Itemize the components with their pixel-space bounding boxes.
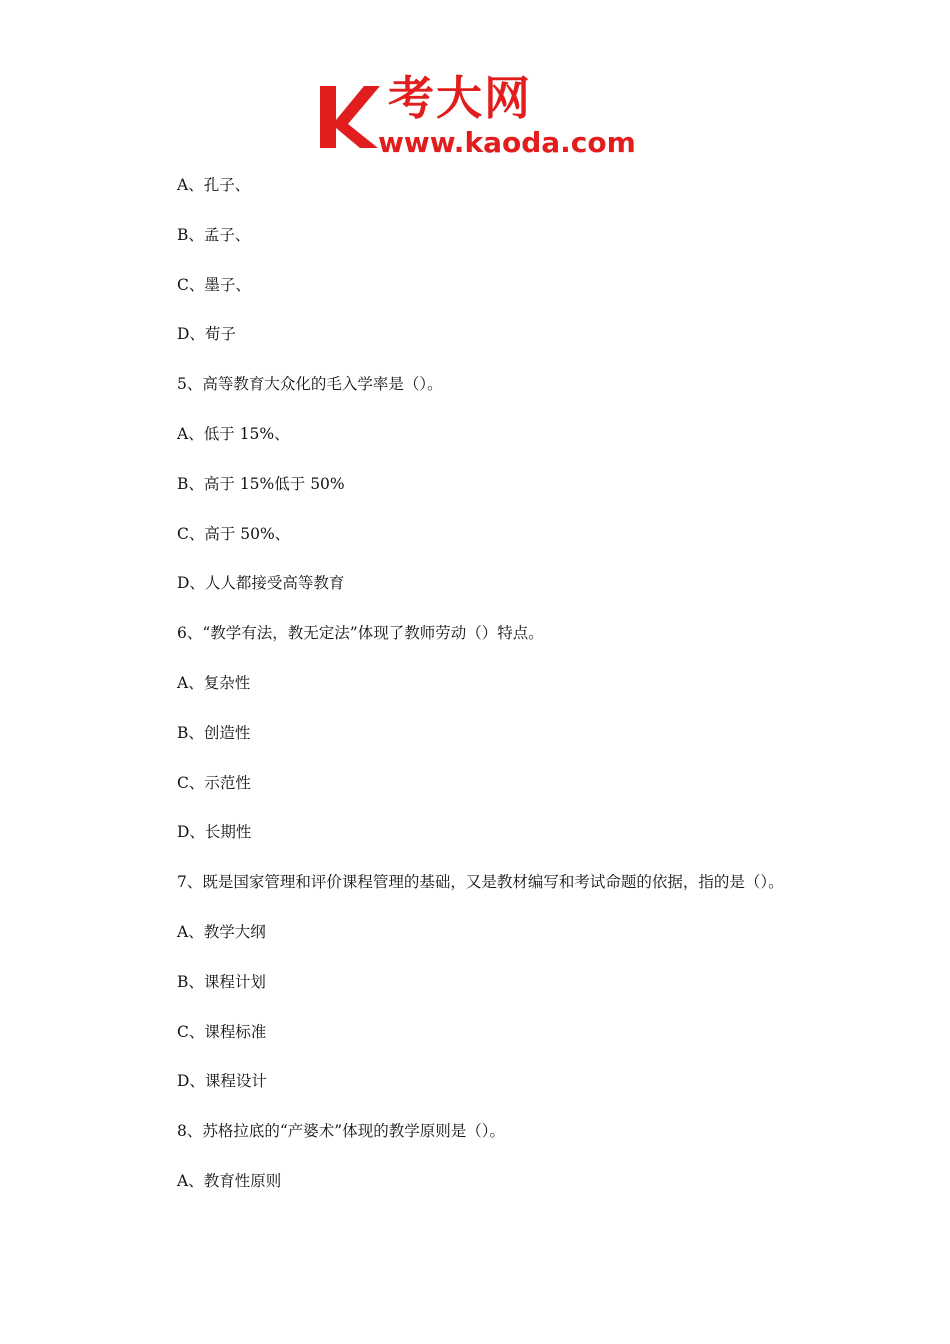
option-line: B、课程计划: [177, 972, 266, 991]
option-line: C、墨子、: [177, 275, 251, 294]
option-line: B、高于 15%低于 50%: [177, 474, 345, 493]
option-line: A、教学大纲: [177, 922, 266, 941]
question-line: 5、高等教育大众化的毛入学率是（）。: [177, 375, 443, 394]
option-line: B、孟子、: [177, 225, 251, 244]
option-line: C、示范性: [177, 773, 251, 792]
option-line: A、低于 15%、: [177, 424, 290, 443]
option-line: A、复杂性: [177, 673, 251, 692]
option-line: D、荀子: [177, 325, 236, 344]
kaoda-logo: [318, 71, 640, 160]
option-line: D、长期性: [177, 823, 252, 842]
question-line: 6、“教学有法，教无定法”体现了教师劳动（）特点。: [177, 624, 544, 643]
option-line: C、课程标准: [177, 1022, 267, 1041]
option-line: D、人人都接受高等教育: [177, 574, 345, 593]
logo-url: www.kaoda.com: [378, 126, 636, 159]
option-line: D、课程设计: [177, 1072, 267, 1091]
logo-brand-name: 考大网: [388, 71, 532, 125]
question-line: 8、苏格拉底的“产婆术”体现的教学原则是（）。: [177, 1122, 505, 1141]
k-logo-icon: [318, 84, 380, 150]
option-line: B、创造性: [177, 723, 251, 742]
option-line: C、高于 50%、: [177, 524, 291, 543]
option-line: A、孔子、: [177, 176, 251, 194]
question-list: [177, 170, 877, 1216]
question-line: 7、既是国家管理和评价课程管理的基础，又是教材编写和考试命题的依据，指的是（）。: [177, 873, 784, 892]
option-line: A、教育性原则: [177, 1171, 282, 1190]
